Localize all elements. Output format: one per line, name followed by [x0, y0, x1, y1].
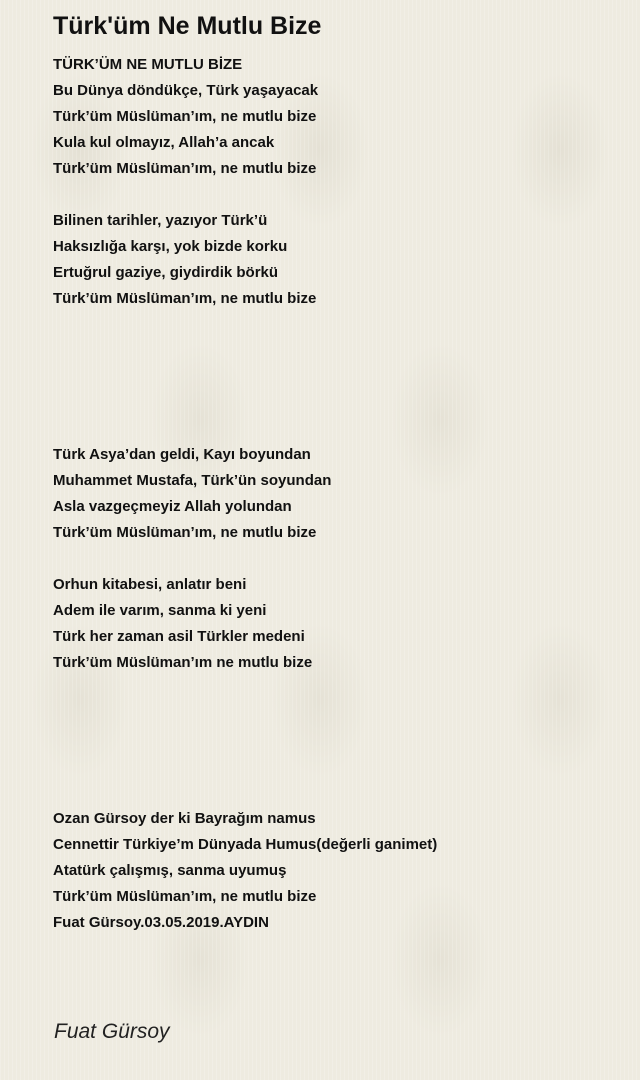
- poem-line: Türk’üm Müslüman’ım, ne mutlu bize: [53, 290, 317, 307]
- poem-line: TÜRK’ÜM NE MUTLU BİZE: [53, 56, 243, 73]
- poem-line: Türk’üm Müslüman’ım ne mutlu bize: [53, 654, 313, 671]
- poem-line: Kula kul olmayız, Allah’a ancak: [53, 134, 275, 151]
- poem-line: Bu Dünya döndükçe, Türk yaşayacak: [53, 82, 319, 99]
- stanza-break: [53, 546, 613, 572]
- stanza-break: [53, 780, 613, 806]
- stanza-break: [53, 676, 613, 702]
- poem-line: Türk’üm Müslüman’ım, ne mutlu bize: [53, 888, 317, 905]
- stanza-break: [53, 364, 613, 390]
- poem-line: Bilinen tarihler, yazıyor Türk’ü: [53, 212, 268, 229]
- poem-line: Türk her zaman asil Türkler medeni: [53, 628, 305, 645]
- poem-line: Orhun kitabesi, anlatır beni: [53, 576, 247, 593]
- stanza-break: [53, 312, 613, 338]
- poem-line: Muhammet Mustafa, Türk’ün soyundan: [53, 472, 332, 489]
- poem-title: Türk'üm Ne Mutlu Bize: [53, 12, 322, 40]
- poem-line: Türk’üm Müslüman’ım, ne mutlu bize: [53, 160, 317, 177]
- poem-body: [53, 52, 613, 936]
- poem-line: Atatürk çalışmış, sanma uyumuş: [53, 862, 287, 879]
- poem-line: Haksızlığa karşı, yok bizde korku: [53, 238, 288, 255]
- stanza-break: [53, 754, 613, 780]
- poem-line: Türk’üm Müslüman’ım, ne mutlu bize: [53, 524, 317, 541]
- poem-line: Türk Asya’dan geldi, Kayı boyundan: [53, 446, 311, 463]
- stanza-break: [53, 338, 613, 364]
- poem-line: Türk’üm Müslüman’ım, ne mutlu bize: [53, 108, 317, 125]
- poem-line: Ozan Gürsoy der ki Bayrağım namus: [53, 810, 316, 827]
- stanza-break: [53, 390, 613, 416]
- stanza-break: [53, 728, 613, 754]
- poem-line: Ertuğrul gaziye, giydirdik börkü: [53, 264, 279, 281]
- poem-line: Fuat Gürsoy.03.05.2019.AYDIN: [53, 914, 269, 931]
- author-name: Fuat Gürsoy: [54, 1020, 170, 1043]
- stanza-break: [53, 182, 613, 208]
- poem-line: Adem ile varım, sanma ki yeni: [53, 602, 267, 619]
- poem-line: Asla vazgeçmeyiz Allah yolundan: [53, 498, 292, 515]
- stanza-break: [53, 416, 613, 442]
- stanza-break: [53, 702, 613, 728]
- poem-line: Cennettir Türkiye’m Dünyada Humus(değerli ganimet): [53, 836, 438, 853]
